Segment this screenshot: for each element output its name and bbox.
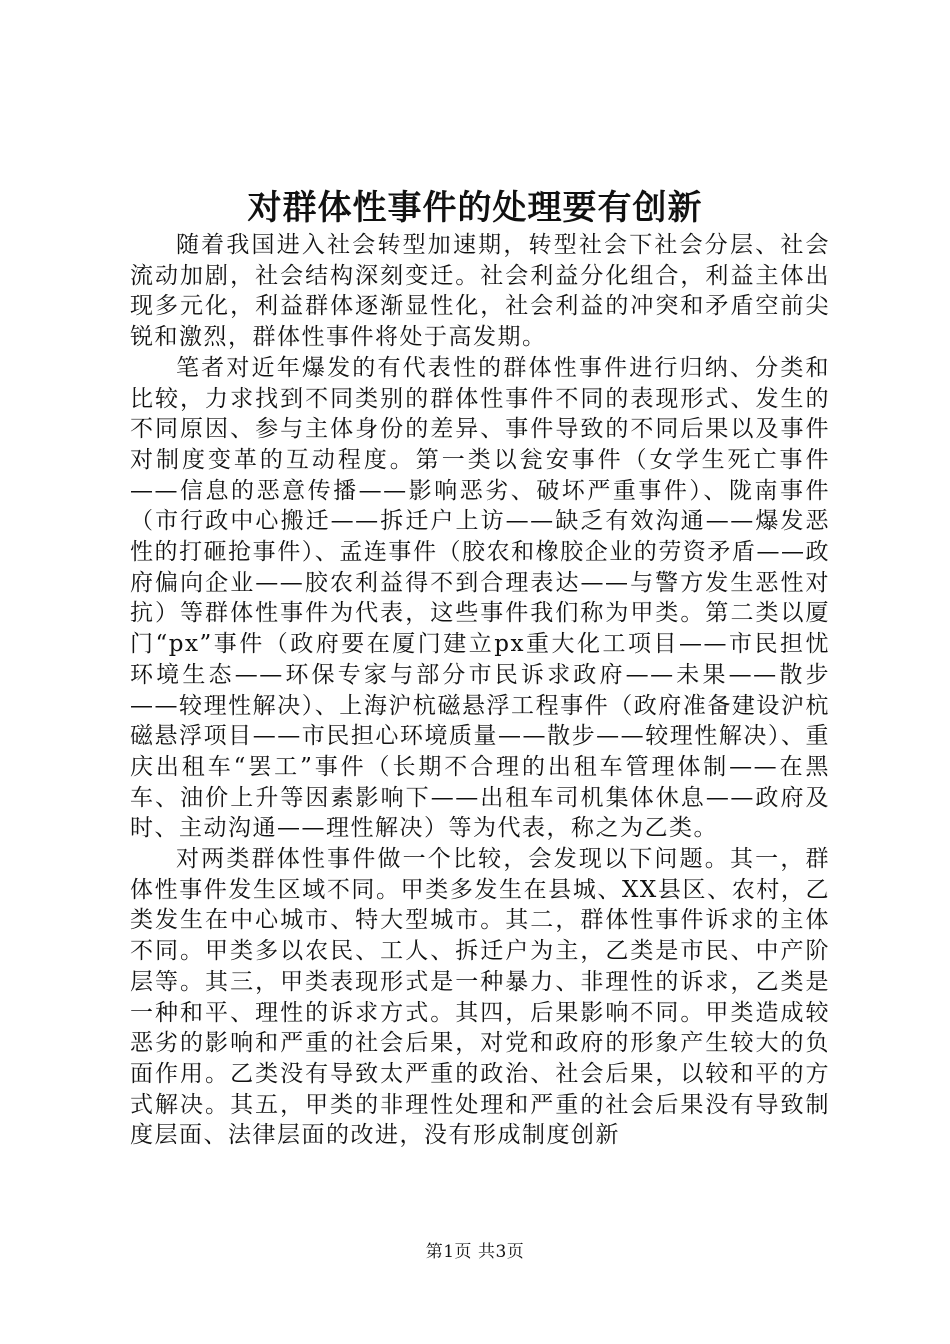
page-footer: 第1页 共3页: [425, 1242, 525, 1262]
document-body: [130, 230, 830, 1151]
paragraph-2: 笔者对近年爆发的有代表性的群体性事件进行归纳、分类和比较，力求找到不同类别的群体性事件不同的表现形式、发生的不同原因、参与主体身份的差异、事件导致的不同后果以及事件对制度变革的互动程度。第一类以瓮安事件（女学生死亡事件——信息的恶意传播——影响恶劣、破坏严重事件）、陇南事件（市行政中心搬迁——拆迁户上访——缺乏有效沟通——爆发恶性的打砸抢事件）、孟连事件（胶农和橡胶企业的劳资矛盾——政府偏向企业——胶农利益得不到合理表达——与警方发生恶性对抗）等群体性事件为代表，这些事件我们称为甲类。第二类以厦门“px”事件（政府要在厦门建立px重大化工项目——市民担忧环境生态——环保专家与部分市民诉求政府——未果——散步——较理性解决）、上海沪杭磁悬浮工程事件（政府准备建设沪杭磁悬浮项目——市民担心环境质量——散步——较理性解决）、重庆出租车“罢工”事件（长期不合理的出租车管理体制——在黑车、油价上升等因素影响下——出租车司机集体休息——政府及时、主动沟通——理性解决）等为代表，称之为乙类。: [130, 354, 830, 842]
document-title: 对群体性事件的处理要有创新: [247, 188, 703, 228]
paragraph-3: 对两类群体性事件做一个比较，会发现以下问题。其一，群体性事件发生区域不同。甲类多发生在县城、XX县区、农村，乙类发生在中心城市、特大型城市。其二，群体性事件诉求的主体不同。甲类多以农民、工人、拆迁户为主，乙类是市民、中产阶层等。其三，甲类表现形式是一种暴力、非理性的诉求，乙类是一种和平、理性的诉求方式。其四，后果影响不同。甲类造成较恶劣的影响和严重的社会后果，对党和政府的形象产生较大的负面作用。乙类没有导致太严重的政治、社会后果，以较和平的方式解决。其五，甲类的非理性处理和严重的社会后果没有导致制度层面、法律层面的改进，没有形成制度创新: [130, 846, 830, 1149]
paragraph-1: 随着我国进入社会转型加速期，转型社会下社会分层、社会流动加剧，社会结构深刻变迁。社会利益分化组合，利益主体出现多元化，利益群体逐渐显性化，社会利益的冲突和矛盾空前尖锐和激烈，群体性事件将处于高发期。: [130, 232, 830, 351]
